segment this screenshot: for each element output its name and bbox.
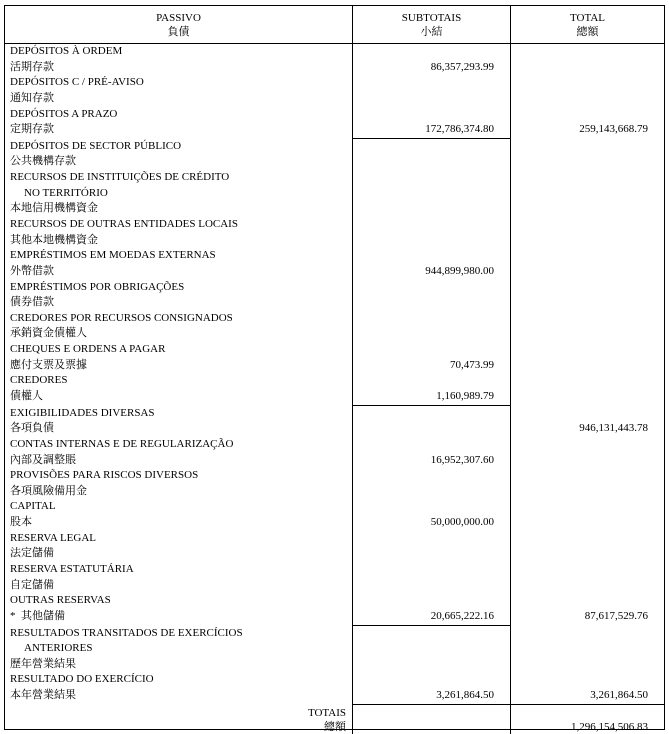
row-total (511, 139, 664, 155)
row-subtotal (353, 546, 511, 562)
row-subtotal (353, 499, 511, 515)
row-total (511, 641, 664, 657)
row-total (511, 326, 664, 342)
table-row (5, 154, 664, 170)
table-row (5, 578, 664, 594)
row-total (511, 406, 664, 422)
table-row (5, 657, 664, 673)
row-subtotal: 944,899,980.00 (353, 264, 511, 280)
row-label: 歷年營業結果 (5, 657, 353, 673)
row-total: 3,261,864.50 (511, 688, 664, 705)
row-label: RECURSOS DE INSTITUIÇÕES DE CRÉDITO (5, 170, 353, 186)
row-subtotal: 86,357,293.99 (353, 60, 511, 76)
row-total (511, 531, 664, 547)
totals-label-pt: TOTAIS (307, 706, 346, 719)
header-total-label-zh: 總額 (576, 25, 599, 38)
row-subtotal (353, 139, 511, 155)
row-subtotal (353, 657, 511, 673)
row-total (511, 499, 664, 515)
row-subtotal (353, 641, 511, 657)
row-subtotal (353, 295, 511, 311)
row-subtotal (353, 326, 511, 342)
table-row (5, 280, 664, 296)
row-total (511, 233, 664, 249)
row-label: CHEQUES E ORDENS A PAGAR (5, 342, 353, 358)
row-label: 各項負債 (5, 421, 353, 437)
row-total (511, 578, 664, 594)
table-row (5, 672, 664, 688)
header-col-passivo (5, 6, 353, 43)
header-subtotais-label: SUBTOTAIS (401, 11, 462, 24)
row-total (511, 311, 664, 327)
table-row (5, 515, 664, 531)
header-passivo-label: PASSIVO (156, 11, 201, 24)
row-total (511, 91, 664, 107)
row-total (511, 389, 664, 406)
table-row (5, 326, 664, 342)
table-row (5, 342, 664, 358)
row-label: RESULTADO DO EXERCÍCIO (5, 672, 353, 688)
row-label: 應付支票及票據 (5, 358, 353, 374)
row-total (511, 672, 664, 688)
table-row (5, 546, 664, 562)
table-header (5, 6, 664, 44)
row-subtotal: 20,665,222.16 (353, 609, 511, 626)
row-label: 本地信用機構資金 (5, 201, 353, 217)
row-label: PROVISÕES PARA RISCOS DIVERSOS (5, 468, 353, 484)
table-body (5, 44, 664, 705)
table-row (5, 295, 664, 311)
row-subtotal (353, 217, 511, 233)
table-row (5, 389, 664, 406)
row-label: 承銷資金債權人 (5, 326, 353, 342)
row-total (511, 657, 664, 673)
row-total (511, 437, 664, 453)
row-total (511, 186, 664, 202)
row-total (511, 562, 664, 578)
row-label: 公共機構存款 (5, 154, 353, 170)
row-subtotal (353, 593, 511, 609)
totals-label (5, 705, 353, 734)
row-label: ANTERIORES (5, 641, 353, 657)
table-row (5, 186, 664, 202)
row-total (511, 373, 664, 389)
row-label: 股本 (5, 515, 353, 531)
table-row (5, 468, 664, 484)
row-label: CONTAS INTERNAS E DE REGULARIZAÇÃO (5, 437, 353, 453)
row-label: RESERVA LEGAL (5, 531, 353, 547)
table-row (5, 264, 664, 280)
table-row (5, 406, 664, 422)
row-subtotal: 16,952,307.60 (353, 453, 511, 469)
row-label: CREDORES POR RECURSOS CONSIGNADOS (5, 311, 353, 327)
row-label: EXIGIBILIDADES DIVERSAS (5, 406, 353, 422)
table-row (5, 531, 664, 547)
row-subtotal: 1,160,989.79 (353, 389, 511, 406)
balance-sheet-liabilities-table (4, 5, 665, 733)
row-subtotal (353, 342, 511, 358)
row-subtotal (353, 626, 511, 642)
header-col-subtotais (353, 6, 511, 43)
row-total (511, 453, 664, 469)
table-row (5, 233, 664, 249)
row-label: 內部及調整賬 (5, 453, 353, 469)
row-label: 外幣借款 (5, 264, 353, 280)
row-total (511, 248, 664, 264)
row-label: 債券借款 (5, 295, 353, 311)
row-total (511, 593, 664, 609)
table-row (5, 170, 664, 186)
row-subtotal (353, 531, 511, 547)
row-label: 通知存款 (5, 91, 353, 107)
row-label: 本年營業結果 (5, 688, 353, 705)
row-label: * 其他儲備 (5, 609, 353, 626)
row-subtotal (353, 233, 511, 249)
row-subtotal (353, 107, 511, 123)
row-subtotal: 50,000,000.00 (353, 515, 511, 531)
row-subtotal (353, 311, 511, 327)
header-total-label: TOTAL (570, 11, 605, 24)
row-label: DEPÓSITOS C / PRÉ-AVISO (5, 75, 353, 91)
row-label: EMPRÉSTIMOS POR OBRIGAÇÕES (5, 280, 353, 296)
row-label: 活期存款 (5, 60, 353, 76)
row-subtotal (353, 248, 511, 264)
row-total (511, 75, 664, 91)
row-label: DEPÓSITOS À ORDEM (5, 44, 353, 60)
row-total (511, 44, 664, 60)
row-total (511, 107, 664, 123)
header-col-total (511, 6, 664, 43)
row-total (511, 626, 664, 642)
table-row (5, 311, 664, 327)
table-row (5, 593, 664, 609)
row-label: CAPITAL (5, 499, 353, 515)
row-subtotal: 70,473.99 (353, 358, 511, 374)
row-total (511, 280, 664, 296)
row-subtotal (353, 373, 511, 389)
row-subtotal (353, 437, 511, 453)
table-row (5, 75, 664, 91)
table-row (5, 122, 664, 139)
table-row (5, 60, 664, 76)
row-total (511, 468, 664, 484)
row-label: 定期存款 (5, 122, 353, 139)
row-total: 87,617,529.76 (584, 609, 648, 622)
row-subtotal (353, 201, 511, 217)
row-subtotal (353, 406, 511, 422)
row-label: 法定儲備 (5, 546, 353, 562)
row-total (511, 170, 664, 186)
table-row (5, 44, 664, 60)
row-label: 自定儲備 (5, 578, 353, 594)
row-subtotal (353, 280, 511, 296)
row-subtotal (353, 44, 511, 60)
row-label: CREDORES (5, 373, 353, 389)
totals-subtotal-empty (353, 705, 511, 734)
row-subtotal (353, 578, 511, 594)
table-row (5, 484, 664, 500)
row-label: EMPRÉSTIMOS EM MOEDAS EXTERNAS (5, 248, 353, 264)
row-label: RECURSOS DE OUTRAS ENTIDADES LOCAIS (5, 217, 353, 233)
row-subtotal (353, 468, 511, 484)
row-total (511, 217, 664, 233)
row-label: 各項風險備用金 (5, 484, 353, 500)
row-subtotal (353, 170, 511, 186)
row-label: 其他本地機構資金 (5, 233, 353, 249)
table-row (5, 107, 664, 123)
table-row (5, 499, 664, 515)
row-total (511, 154, 664, 170)
row-total: 946,131,443.78 (579, 422, 648, 435)
row-total (511, 515, 664, 531)
row-subtotal (353, 75, 511, 91)
totals-row (5, 705, 664, 734)
row-label: OUTRAS RESERVAS (5, 593, 353, 609)
row-total (511, 60, 664, 76)
row-total (511, 264, 664, 280)
row-subtotal (353, 421, 511, 437)
table-row (5, 217, 664, 233)
row-subtotal (353, 672, 511, 688)
row-total: 259,143,668.79 (579, 123, 648, 136)
row-total (511, 201, 664, 217)
table-row (5, 373, 664, 389)
row-subtotal (353, 562, 511, 578)
totals-grand-total: 1,296,154,506.83 (571, 720, 648, 733)
row-label: DEPÓSITOS DE SECTOR PÚBLICO (5, 139, 353, 155)
row-label: DEPÓSITOS A PRAZO (5, 107, 353, 123)
table-row (5, 248, 664, 264)
row-label: RESULTADOS TRANSITADOS DE EXERCÍCIOS (5, 626, 353, 642)
row-subtotal (353, 154, 511, 170)
table-row (5, 139, 664, 155)
row-subtotal: 172,786,374.80 (353, 122, 511, 139)
table-row (5, 437, 664, 453)
table-row (5, 421, 664, 437)
table-row (5, 609, 664, 626)
row-total (511, 484, 664, 500)
row-label: 債權人 (5, 389, 353, 406)
row-subtotal (353, 91, 511, 107)
row-subtotal: 3,261,864.50 (353, 688, 511, 705)
table-row (5, 688, 664, 705)
table-row (5, 453, 664, 469)
totals-label-zh: 總額 (324, 720, 346, 733)
header-subtotais-label-zh: 小結 (420, 25, 443, 38)
row-label: NO TERRITÓRIO (5, 186, 353, 202)
row-subtotal (353, 484, 511, 500)
row-total (511, 546, 664, 562)
table-row (5, 626, 664, 642)
table-row (5, 562, 664, 578)
row-total (511, 358, 664, 374)
row-total (511, 342, 664, 358)
table-row (5, 358, 664, 374)
row-label: RESERVA ESTATUTÁRIA (5, 562, 353, 578)
table-row (5, 201, 664, 217)
row-total (511, 295, 664, 311)
table-row (5, 641, 664, 657)
table-row (5, 91, 664, 107)
row-subtotal (353, 186, 511, 202)
header-passivo-label-zh: 負債 (167, 25, 190, 38)
